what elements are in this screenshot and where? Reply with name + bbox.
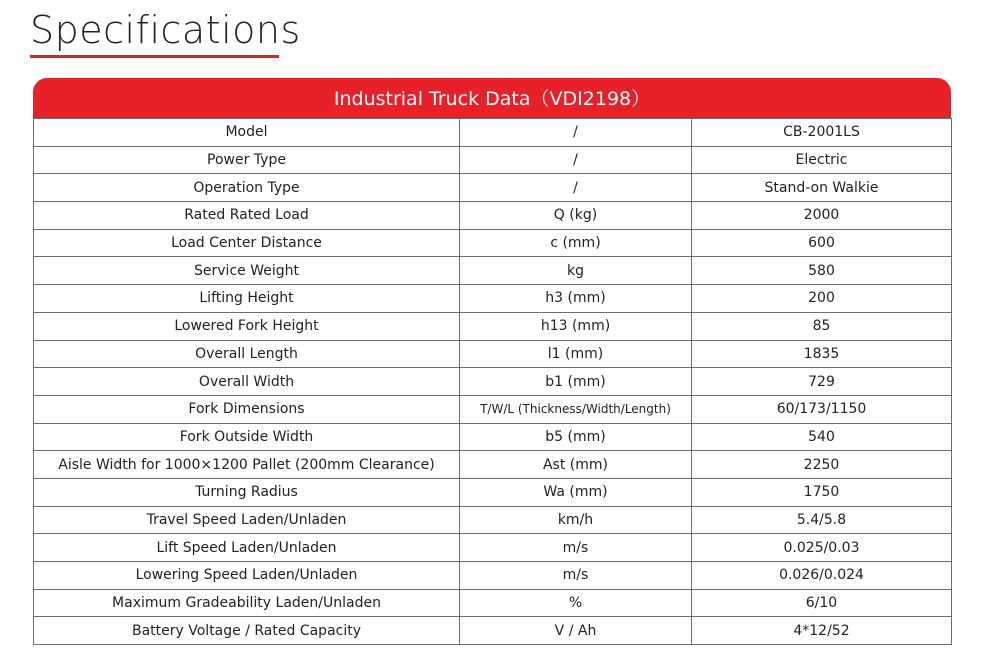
value-cell: 2000 (692, 202, 952, 230)
param-cell: Lift Speed Laden/Unladen (34, 534, 460, 562)
table-row (34, 451, 952, 479)
param-cell: Maximum Gradeability Laden/Unladen (34, 589, 460, 617)
unit-cell: b1 (mm) (460, 368, 692, 396)
param-cell: Lifting Height (34, 285, 460, 313)
unit-cell: c (mm) (460, 229, 692, 257)
value-cell: 1750 (692, 478, 952, 506)
value-cell: Electric (692, 146, 952, 174)
title-underline (30, 55, 279, 58)
value-cell: 0.026/0.024 (692, 562, 952, 590)
unit-cell: b5 (mm) (460, 423, 692, 451)
table-row (34, 146, 952, 174)
unit-cell: Q (kg) (460, 202, 692, 230)
value-cell: 580 (692, 257, 952, 285)
table-row (34, 340, 952, 368)
unit-cell: % (460, 589, 692, 617)
unit-cell: km/h (460, 506, 692, 534)
table-row (34, 257, 952, 285)
unit-cell: h13 (mm) (460, 312, 692, 340)
value-cell: 85 (692, 312, 952, 340)
table-row (34, 285, 952, 313)
unit-cell: Wa (mm) (460, 478, 692, 506)
param-cell: Aisle Width for 1000×1200 Pallet (200mm Clearance) (34, 451, 460, 479)
unit-cell: kg (460, 257, 692, 285)
value-cell: 540 (692, 423, 952, 451)
table-row (34, 202, 952, 230)
param-cell: Load Center Distance (34, 229, 460, 257)
table-row (34, 589, 952, 617)
param-cell: Overall Length (34, 340, 460, 368)
value-cell: 729 (692, 368, 952, 396)
param-cell: Fork Outside Width (34, 423, 460, 451)
value-cell: 6/10 (692, 589, 952, 617)
value-cell: 2250 (692, 451, 952, 479)
value-cell: 5.4/5.8 (692, 506, 952, 534)
param-cell: Rated Rated Load (34, 202, 460, 230)
param-cell: Turning Radius (34, 478, 460, 506)
table-row (34, 229, 952, 257)
param-cell: Operation Type (34, 174, 460, 202)
value-cell: 0.025/0.03 (692, 534, 952, 562)
param-cell: Travel Speed Laden/Unladen (34, 506, 460, 534)
table-row (34, 395, 952, 423)
table-row (34, 312, 952, 340)
param-cell: Lowered Fork Height (34, 312, 460, 340)
param-cell: Lowering Speed Laden/Unladen (34, 562, 460, 590)
param-cell: Overall Width (34, 368, 460, 396)
param-cell: Battery Voltage / Rated Capacity (34, 617, 460, 645)
value-cell: 1835 (692, 340, 952, 368)
unit-cell: / (460, 146, 692, 174)
page-title: Specifications (30, 8, 301, 52)
unit-cell: T/W/L (Thickness/Width/Length) (460, 395, 692, 423)
table-row (34, 506, 952, 534)
param-cell: Power Type (34, 146, 460, 174)
unit-cell: / (460, 174, 692, 202)
value-cell: 60/173/1150 (692, 395, 952, 423)
spec-table (33, 118, 952, 645)
table-row (34, 174, 952, 202)
table-row (34, 368, 952, 396)
value-cell: 600 (692, 229, 952, 257)
unit-cell: Ast (mm) (460, 451, 692, 479)
table-row (34, 617, 952, 645)
table-row (34, 562, 952, 590)
unit-cell: / (460, 119, 692, 147)
unit-cell: h3 (mm) (460, 285, 692, 313)
value-cell: CB-2001LS (692, 119, 952, 147)
value-cell: Stand-on Walkie (692, 174, 952, 202)
param-cell: Model (34, 119, 460, 147)
unit-cell: m/s (460, 534, 692, 562)
table-row (34, 534, 952, 562)
value-cell: 4*12/52 (692, 617, 952, 645)
table-row (34, 478, 952, 506)
unit-cell: m/s (460, 562, 692, 590)
table-header: Industrial Truck Data（VDI2198） (33, 78, 951, 118)
spec-card (33, 78, 951, 645)
unit-cell: V / Ah (460, 617, 692, 645)
param-cell: Service Weight (34, 257, 460, 285)
unit-cell: l1 (mm) (460, 340, 692, 368)
table-row (34, 119, 952, 147)
param-cell: Fork Dimensions (34, 395, 460, 423)
table-row (34, 423, 952, 451)
value-cell: 200 (692, 285, 952, 313)
